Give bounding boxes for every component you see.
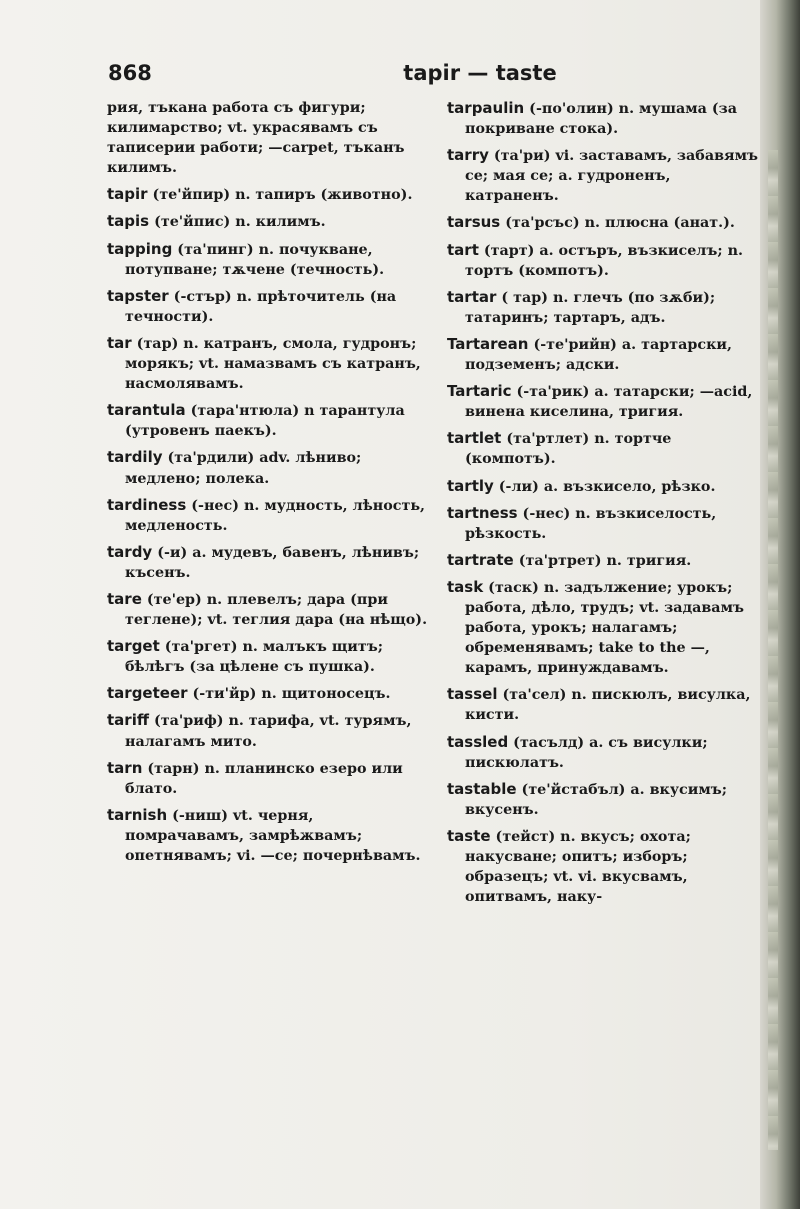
- entry-definition: (-по'олин) n. мушама (за покриване стока).: [465, 101, 738, 138]
- entry-headword: tapir: [107, 185, 148, 204]
- dictionary-entry: [447, 577, 759, 678]
- entry-headword: tart: [447, 240, 479, 259]
- entry-definition: (-стър) n. прѣточитель (на течности).: [125, 288, 397, 325]
- dictionary-entry: [107, 184, 435, 205]
- entry-definition: (-и) a. мудевъ, бавенъ, лѣнивъ; късенъ.: [125, 544, 420, 581]
- dictionary-entry: [107, 333, 435, 394]
- entry-headword: tartlet: [447, 429, 502, 448]
- entry-headword: tarpaulin: [447, 99, 525, 117]
- book-edge-texture: [768, 150, 778, 1150]
- page-number: 868: [108, 61, 152, 85]
- entry-definition: (та'сел) n. пискюлъ, висулка, кисти.: [465, 687, 751, 724]
- entry-headword: tarnish: [107, 805, 168, 824]
- entry-headword: tarantula: [107, 401, 186, 420]
- entry-definition: (те'йпир) n. тапиръ (животно).: [147, 187, 413, 204]
- entry-headword: tapis: [107, 212, 150, 231]
- dictionary-entry: [447, 98, 759, 139]
- dictionary-entry: [447, 550, 759, 571]
- dictionary-entry: [447, 334, 759, 375]
- entry-definition: (-ниш) vt. черня, помрачавамъ, замрѣжвамъ; опетнявамъ; vi. —се; почернѣвамъ.: [125, 807, 421, 864]
- entry-definition: (-те'рийн) a. тартарски, подземенъ; адски.: [465, 336, 732, 374]
- entry-headword: Tartaric: [447, 382, 512, 401]
- entry-definition: (та'пинг) n. почукване, потупване; тѫчене (течность).: [125, 241, 385, 278]
- entry-definition: (таск) n. задължение; урокъ; работа, дѣло, трудъ; vt. задавамъ работа, урокъ; налагамъ; обременявамъ; take to the —, карамъ, принуждавамъ.: [465, 579, 744, 677]
- dictionary-entry: [107, 805, 435, 866]
- entry-definition: (тар) n. катранъ, смола, гудронъ; морякъ; vt. намазвамъ съ катранъ, насмолявамъ.: [125, 335, 421, 393]
- entry-headword: Tartarean: [447, 334, 529, 353]
- dictionary-entry: [107, 495, 435, 536]
- entry-headword: task: [447, 577, 484, 596]
- entry-headword: tare: [107, 589, 142, 608]
- entry-definition: (-нес) n. възкиселость, рѣзкость.: [465, 505, 717, 542]
- dictionary-entry: [107, 211, 435, 232]
- entry-definition: (тара'нтюла) n тарантула (утровенъ паекъ).: [125, 403, 405, 440]
- dictionary-entry: [107, 98, 435, 178]
- entry-definition: (та'риф) n. тарифа, vt. турямъ, налагамъ мито.: [125, 713, 412, 750]
- dictionary-entry: [107, 589, 435, 630]
- entry-definition: (-нес) n. мудность, лѣность, медленость.: [125, 497, 426, 534]
- entry-definition: (та'ргет) n. малъкъ щитъ; бѣлѣгъ (за цѣлене съ пушка).: [125, 639, 384, 676]
- dictionary-entry: [447, 428, 759, 469]
- entry-definition: рия, тъкана работа съ фигури; килимарство; vt. украсявамъ съ таписерии работи; —carpet, тъканъ килимъ.: [107, 100, 405, 177]
- entry-headword: tartar: [447, 287, 497, 306]
- entry-definition: (та'ртрет) n. тригия.: [513, 552, 692, 569]
- left-column: [107, 98, 435, 872]
- entry-headword: tassled: [447, 732, 509, 751]
- entry-headword: tardy: [107, 542, 153, 561]
- dictionary-entry: [447, 240, 759, 281]
- dictionary-entry: [447, 684, 759, 725]
- running-head: tapir — taste: [403, 61, 557, 85]
- dictionary-entry: [107, 636, 435, 677]
- entry-definition: (тейст) n. вкусъ; охота; накусване; опитъ; изборъ; образецъ; vt. vi. вкусвамъ, опитвамъ, наку-: [465, 828, 691, 906]
- dictionary-entry: [447, 145, 759, 206]
- entry-definition: (-ли) a. възкисело, рѣзко.: [493, 478, 716, 495]
- entry-headword: tastable: [447, 779, 517, 798]
- entry-definition: (тарн) n. планинско езеро или блато.: [125, 760, 403, 797]
- entry-definition: (те'йпис) n. килимъ.: [149, 214, 326, 231]
- entry-headword: tarry: [447, 146, 489, 165]
- dictionary-entry: [107, 400, 435, 441]
- entry-definition: (-та'рик) a. татарски; —acid, винена киселина, тригия.: [465, 384, 753, 421]
- entry-headword: tariff: [107, 711, 149, 730]
- entry-definition: (-ти'йр) n. щитоносецъ.: [187, 686, 391, 703]
- right-column: [447, 98, 759, 913]
- page-header: [0, 55, 760, 89]
- entry-headword: taste: [447, 826, 491, 845]
- entry-headword: tartrate: [447, 550, 514, 569]
- dictionary-entry: [107, 542, 435, 583]
- entry-headword: tarsus: [447, 213, 501, 232]
- book-edge: [760, 0, 800, 1209]
- dictionary-entry: [107, 239, 435, 280]
- dictionary-entry: [447, 381, 759, 422]
- dictionary-entry: [107, 683, 435, 704]
- dictionary-entry: [107, 447, 435, 488]
- dictionary-entry: [107, 758, 435, 799]
- entry-headword: tartly: [447, 476, 494, 495]
- entry-definition: ( тар) n. глечъ (по зѫби); татаринъ; тартаръ, адъ.: [465, 289, 716, 326]
- entry-headword: tapster: [107, 286, 169, 305]
- dictionary-entry: [447, 779, 759, 820]
- entry-definition: (та'рдили) adv. лѣниво; медлено; полека.: [125, 450, 362, 487]
- entry-headword: tardily: [107, 448, 163, 467]
- entry-headword: tapping: [107, 239, 173, 258]
- entry-definition: (та'ри) vi. заставамъ, забавямъ се; мая се; a. гудроненъ, катраненъ.: [465, 148, 758, 205]
- entry-headword: tarn: [107, 758, 143, 777]
- entry-headword: tassel: [447, 685, 498, 704]
- dictionary-entry: [107, 286, 435, 327]
- dictionary-entry: [447, 826, 759, 907]
- entry-definition: (тасълд) a. съ висулки; пискюлатъ.: [465, 734, 708, 771]
- entry-definition: (та'рсъс) n. плюсна (анат.).: [500, 215, 735, 232]
- entry-definition: (та'ртлет) n. тортче (компотъ).: [465, 431, 672, 468]
- dictionary-entry: [107, 710, 435, 751]
- dictionary-entry: [447, 732, 759, 773]
- entry-definition: (те'йстабъл) a. вкусимъ; вкусенъ.: [465, 781, 728, 818]
- dictionary-entry: [447, 212, 759, 233]
- dictionary-entry: [447, 503, 759, 544]
- entry-headword: tar: [107, 333, 132, 352]
- entry-definition: (те'ер) n. плевелъ; дара (при теглене); vt. теглия дара (на нѣщо).: [125, 591, 428, 629]
- entry-headword: tartness: [447, 503, 518, 522]
- entry-headword: tardiness: [107, 495, 187, 514]
- entry-headword: target: [107, 637, 160, 656]
- entry-headword: targeteer: [107, 684, 188, 703]
- dictionary-entry: [447, 287, 759, 328]
- entry-definition: (тарт) a. остъръ, възкиселъ; n. тортъ (компотъ).: [465, 242, 743, 279]
- dictionary-entry: [447, 476, 759, 497]
